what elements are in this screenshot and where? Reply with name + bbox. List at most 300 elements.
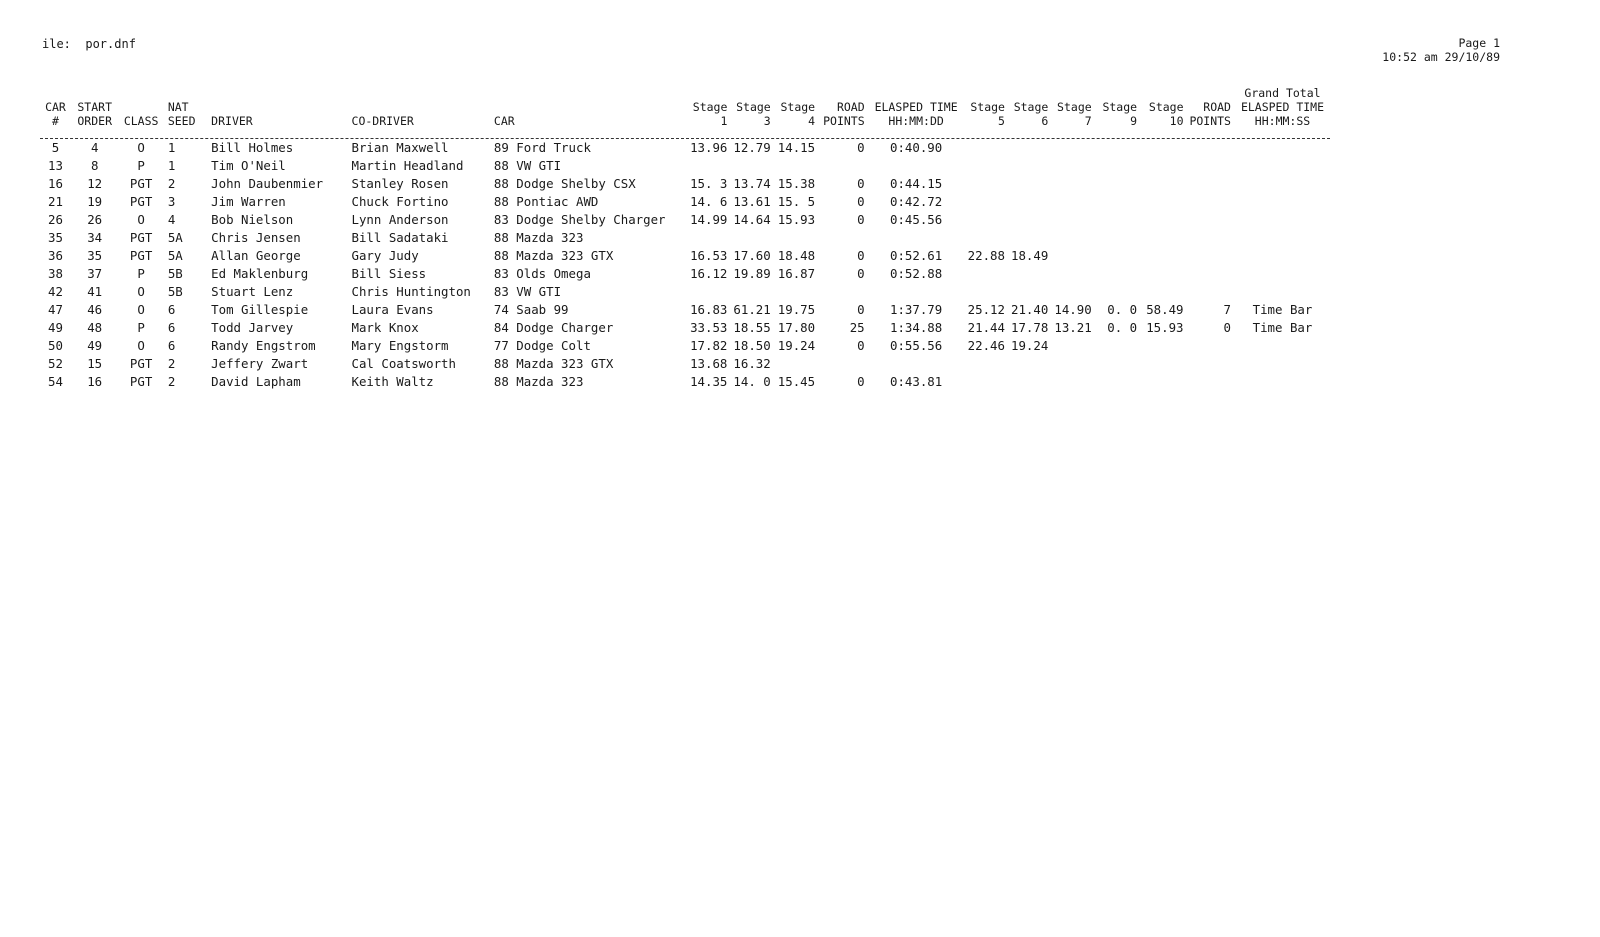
table-cell xyxy=(1009,175,1052,193)
table-cell xyxy=(819,157,869,175)
table-row xyxy=(40,337,1330,355)
table-row xyxy=(40,319,1330,337)
table-cell: 1 xyxy=(167,140,176,155)
table-cell: 19 xyxy=(87,194,103,209)
table-cell xyxy=(964,355,1009,373)
table-cell: Cal Coatsworth xyxy=(351,356,456,371)
table-cell: 16.53 xyxy=(690,248,728,263)
page-number: Page 1 xyxy=(1458,36,1500,50)
table-cell xyxy=(1052,157,1095,175)
column-header: CAR # xyxy=(45,100,66,128)
table-cell: Keith Waltz xyxy=(351,374,434,389)
table-cell: Jim Warren xyxy=(211,194,286,209)
table-cell: O xyxy=(137,338,145,353)
table-cell xyxy=(1052,175,1095,193)
table-cell: 12.79 xyxy=(733,140,771,155)
table-cell xyxy=(1096,373,1141,391)
table-cell xyxy=(1096,193,1141,211)
table-cell: 0 xyxy=(857,194,865,209)
table-cell xyxy=(964,265,1009,283)
table-cell xyxy=(869,283,964,301)
table-cell xyxy=(869,355,964,373)
header-row xyxy=(40,86,1330,131)
table-cell xyxy=(1141,355,1187,373)
table-cell: Jeffery Zwart xyxy=(211,356,309,371)
table-cell: 52 xyxy=(48,356,63,371)
table-cell: 2 xyxy=(167,356,176,371)
table-cell: Gary Judy xyxy=(351,248,419,263)
table-row xyxy=(40,301,1330,319)
table-cell: 54 xyxy=(48,374,63,389)
table-cell: 13.74 xyxy=(733,176,771,191)
table-cell: 0:44.15 xyxy=(890,176,943,191)
table-cell xyxy=(1235,283,1330,301)
table-cell xyxy=(1188,211,1235,229)
table-cell xyxy=(964,157,1009,175)
table-cell: 0 xyxy=(857,176,865,191)
table-cell xyxy=(775,283,819,301)
table-cell: 5A xyxy=(167,230,183,245)
table-cell: 14.64 xyxy=(733,212,771,227)
table-cell xyxy=(1188,283,1235,301)
table-cell xyxy=(1188,337,1235,355)
table-cell: 0:52.88 xyxy=(890,266,943,281)
table-cell: 49 xyxy=(48,320,63,335)
table-cell: 16 xyxy=(48,176,63,191)
column-header: Grand Total ELASPED TIME HH:MM:SS xyxy=(1240,86,1325,128)
table-cell xyxy=(775,157,819,175)
table-cell: 0:42.72 xyxy=(890,194,943,209)
table-cell: PGT xyxy=(129,356,153,371)
table-cell: 18.50 xyxy=(733,338,771,353)
table-cell: Laura Evans xyxy=(351,302,434,317)
table-cell xyxy=(1141,247,1187,265)
table-cell: 0:40.90 xyxy=(890,140,943,155)
table-cell: PGT xyxy=(129,248,153,263)
table-cell xyxy=(672,229,732,247)
table-cell: 38 xyxy=(48,266,63,281)
table-row xyxy=(40,139,1330,157)
table-cell: 50 xyxy=(48,338,63,353)
table-cell xyxy=(1096,157,1141,175)
table-cell: 0 xyxy=(857,248,865,263)
table-cell: 16 xyxy=(87,374,103,389)
table-cell: 15. 5 xyxy=(777,194,816,209)
table-cell: 46 xyxy=(87,302,103,317)
table-cell: O xyxy=(137,140,145,155)
table-cell xyxy=(1052,139,1095,157)
table-cell xyxy=(1235,193,1330,211)
column-header: DRIVER xyxy=(211,114,253,128)
table-cell: 14.35 xyxy=(690,374,728,389)
table-cell: 17.82 xyxy=(690,338,728,353)
table-cell: 36 xyxy=(48,248,63,263)
table-cell: 21.44 xyxy=(967,320,1005,335)
table-cell xyxy=(1096,139,1141,157)
table-row xyxy=(40,247,1330,265)
table-cell: 0 xyxy=(857,302,865,317)
table-cell: 13.96 xyxy=(690,140,728,155)
table-cell xyxy=(1009,373,1052,391)
table-cell xyxy=(775,355,819,373)
table-cell: 0:55.56 xyxy=(890,338,943,353)
table-cell: 0. 0 xyxy=(1107,302,1138,317)
table-cell: 4 xyxy=(90,140,99,155)
table-cell xyxy=(1009,211,1052,229)
table-cell: 16.12 xyxy=(690,266,728,281)
table-cell: 17.78 xyxy=(1011,320,1049,335)
table-cell: 0 xyxy=(857,374,865,389)
table-cell: 37 xyxy=(87,266,103,281)
table-cell: P xyxy=(137,158,145,173)
table-cell: Stuart Lenz xyxy=(211,284,294,299)
table-cell: 16.32 xyxy=(733,356,771,371)
table-row xyxy=(40,229,1330,247)
table-cell xyxy=(731,229,774,247)
table-cell: 88 Dodge Shelby CSX xyxy=(493,176,636,191)
table-cell xyxy=(1188,157,1235,175)
table-cell xyxy=(1235,247,1330,265)
table-cell: 17.80 xyxy=(777,320,816,335)
table-cell: 15.93 xyxy=(777,212,816,227)
table-cell xyxy=(1188,247,1235,265)
table-cell: 26 xyxy=(48,212,63,227)
table-cell: 14.99 xyxy=(690,212,728,227)
table-cell xyxy=(1141,157,1187,175)
table-cell: PGT xyxy=(129,194,153,209)
table-cell xyxy=(1188,355,1235,373)
header-divider xyxy=(40,131,1330,139)
table-cell: 77 Dodge Colt xyxy=(493,338,591,353)
table-cell xyxy=(1052,283,1095,301)
table-cell: Bob Nielson xyxy=(211,212,294,227)
table-cell: 88 Mazda 323 xyxy=(493,374,584,389)
table-cell: 13.61 xyxy=(733,194,771,209)
table-cell xyxy=(1096,247,1141,265)
column-header: Stage 3 xyxy=(736,100,771,128)
table-cell xyxy=(1052,247,1095,265)
table-cell xyxy=(672,157,732,175)
table-cell: 14. 0 xyxy=(733,374,771,389)
table-cell: 3 xyxy=(167,194,176,209)
table-cell xyxy=(1188,175,1235,193)
table-cell: Chris Jensen xyxy=(211,230,301,245)
table-cell: 16.87 xyxy=(777,266,816,281)
table-cell xyxy=(964,175,1009,193)
table-cell: 15. 3 xyxy=(690,176,728,191)
table-cell xyxy=(869,157,964,175)
table-cell: Bill Holmes xyxy=(211,140,294,155)
table-cell: Todd Jarvey xyxy=(211,320,294,335)
table-cell: 18.55 xyxy=(733,320,771,335)
table-cell: Lynn Anderson xyxy=(351,212,449,227)
table-row xyxy=(40,175,1330,193)
table-cell xyxy=(1235,157,1330,175)
table-cell xyxy=(964,139,1009,157)
table-cell: 18.49 xyxy=(1011,248,1049,263)
table-cell: 0:52.61 xyxy=(890,248,943,263)
table-cell: Brian Maxwell xyxy=(351,140,449,155)
table-cell xyxy=(1096,265,1141,283)
table-cell: 1:37.79 xyxy=(890,302,943,317)
table-cell: 26 xyxy=(87,212,103,227)
table-cell xyxy=(1009,355,1052,373)
table-cell xyxy=(672,283,732,301)
table-cell: 34 xyxy=(87,230,103,245)
table-cell: 18.48 xyxy=(777,248,816,263)
table-cell: 88 Mazda 323 GTX xyxy=(493,248,614,263)
table-cell xyxy=(1009,265,1052,283)
table-cell xyxy=(1188,139,1235,157)
table-cell: 15.45 xyxy=(777,374,816,389)
table-cell: Bill Siess xyxy=(351,266,427,281)
table-cell xyxy=(1235,229,1330,247)
table-cell: 1:34.88 xyxy=(890,320,943,335)
table-cell: 2 xyxy=(167,176,176,191)
table-cell xyxy=(964,283,1009,301)
table-cell: 21.40 xyxy=(1011,302,1049,317)
table-cell: Bill Sadataki xyxy=(351,230,449,245)
table-cell xyxy=(1052,373,1095,391)
table-cell: 5 xyxy=(51,140,60,155)
table-cell xyxy=(1096,283,1141,301)
table-cell: 88 VW GTI xyxy=(493,158,562,173)
table-cell: 0:45.56 xyxy=(890,212,943,227)
table-cell: 6 xyxy=(167,320,176,335)
table-cell: 83 VW GTI xyxy=(493,284,562,299)
file-label: ile: por.dnf xyxy=(42,37,136,51)
table-cell: 6 xyxy=(167,338,176,353)
table-cell xyxy=(1009,139,1052,157)
dashed-rule xyxy=(40,131,1330,139)
table-cell: Allan George xyxy=(211,248,301,263)
column-header: ELASPED TIME HH:MM:DD xyxy=(874,100,958,128)
table-cell: PGT xyxy=(129,374,153,389)
table-cell: 48 xyxy=(87,320,103,335)
table-cell xyxy=(1009,193,1052,211)
table-cell xyxy=(964,193,1009,211)
table-cell: 5B xyxy=(167,266,183,281)
table-cell: 19.24 xyxy=(777,338,816,353)
table-row xyxy=(40,193,1330,211)
table-cell: 5B xyxy=(167,284,183,299)
table-cell: 2 xyxy=(167,374,176,389)
table-cell xyxy=(819,229,869,247)
table-cell: John Daubenmier xyxy=(211,176,324,191)
table-cell xyxy=(1096,337,1141,355)
table-cell: PGT xyxy=(129,176,153,191)
table-cell: 22.88 xyxy=(967,248,1005,263)
table-cell: Randy Engstrom xyxy=(211,338,316,353)
table-cell xyxy=(869,229,964,247)
table-cell: 0 xyxy=(1223,320,1231,335)
table-cell xyxy=(1141,211,1187,229)
table-cell: 21 xyxy=(48,194,63,209)
column-header: Stage 1 xyxy=(692,100,728,128)
table-cell: Chris Huntington xyxy=(351,284,471,299)
table-cell: 83 Olds Omega xyxy=(493,266,591,281)
table-cell xyxy=(1141,337,1187,355)
table-cell: 14.90 xyxy=(1054,302,1092,317)
table-cell xyxy=(1009,157,1052,175)
table-cell xyxy=(1235,373,1330,391)
table-cell xyxy=(1235,175,1330,193)
table-cell xyxy=(1096,229,1141,247)
table-cell: 0 xyxy=(857,338,865,353)
table-cell xyxy=(1052,211,1095,229)
table-cell: O xyxy=(137,212,145,227)
table-cell: PGT xyxy=(129,230,153,245)
table-row xyxy=(40,211,1330,229)
table-cell: O xyxy=(137,284,145,299)
table-cell xyxy=(731,283,774,301)
table-cell: 13 xyxy=(48,158,63,173)
column-header: ROAD POINTS xyxy=(1189,100,1231,128)
table-cell: 47 xyxy=(48,302,63,317)
table-cell: Chuck Fortino xyxy=(351,194,449,209)
table-cell: 14.15 xyxy=(777,140,816,155)
table-cell: Time Bar xyxy=(1252,320,1313,335)
table-cell: 8 xyxy=(90,158,99,173)
table-cell: Martin Headland xyxy=(351,158,464,173)
table-cell: 15.38 xyxy=(777,176,816,191)
table-cell: 89 Ford Truck xyxy=(493,140,591,155)
table-cell xyxy=(1141,175,1187,193)
table-cell: P xyxy=(137,266,145,281)
table-cell: Time Bar xyxy=(1252,302,1313,317)
table-cell: 17.60 xyxy=(733,248,771,263)
table-cell: 41 xyxy=(87,284,103,299)
table-row xyxy=(40,283,1330,301)
table-cell: David Lapham xyxy=(211,374,301,389)
column-header: Stage 4 xyxy=(780,100,816,128)
column-header: Stage 6 xyxy=(1013,100,1049,128)
table-cell xyxy=(1235,265,1330,283)
table-cell xyxy=(1009,229,1052,247)
table-cell xyxy=(819,283,869,301)
table-cell: Tom Gillespie xyxy=(211,302,309,317)
table-cell: Mary Engstorm xyxy=(351,338,449,353)
column-header: Stage 10 xyxy=(1148,100,1184,128)
table-cell: Tim O'Neil xyxy=(211,158,286,173)
table-cell xyxy=(1052,229,1095,247)
column-header: CLASS xyxy=(123,114,159,128)
table-cell: 49 xyxy=(87,338,103,353)
table-cell xyxy=(1052,337,1095,355)
table-cell: 19.89 xyxy=(733,266,771,281)
table-cell: 0 xyxy=(857,266,865,281)
table-cell xyxy=(964,373,1009,391)
table-cell: 22.46 xyxy=(967,338,1005,353)
report-timestamp: 10:52 am 29/10/89 xyxy=(1382,50,1500,64)
table-cell: 16.83 xyxy=(690,302,728,317)
table-cell: 13.21 xyxy=(1054,320,1092,335)
table-cell xyxy=(1235,139,1330,157)
table-cell: 35 xyxy=(87,248,103,263)
table-cell xyxy=(1188,229,1235,247)
page-info xyxy=(1382,36,1500,64)
table-cell: 19.75 xyxy=(777,302,816,317)
table-cell: 35 xyxy=(48,230,63,245)
table-cell: 74 Saab 99 xyxy=(493,302,569,317)
column-header: CO-DRIVER xyxy=(351,114,414,128)
column-header: Stage 5 xyxy=(970,100,1005,128)
table-cell xyxy=(1052,355,1095,373)
table-cell xyxy=(1188,373,1235,391)
table-cell: 33.53 xyxy=(690,320,728,335)
table-cell xyxy=(1052,193,1095,211)
table-cell xyxy=(1235,337,1330,355)
table-cell xyxy=(964,211,1009,229)
table-cell: Ed Maklenburg xyxy=(211,266,309,281)
table-cell xyxy=(1052,265,1095,283)
table-cell xyxy=(1141,193,1187,211)
table-cell: 14. 6 xyxy=(690,194,728,209)
table-cell: 88 Mazda 323 xyxy=(493,230,584,245)
table-cell xyxy=(1096,355,1141,373)
table-cell xyxy=(775,229,819,247)
table-cell xyxy=(1188,265,1235,283)
table-cell xyxy=(819,355,869,373)
table-row xyxy=(40,265,1330,283)
table-row xyxy=(40,373,1330,391)
table-cell xyxy=(1188,193,1235,211)
column-header: START ORDER xyxy=(77,100,112,128)
table-cell: 13.68 xyxy=(690,356,728,371)
table-cell: 7 xyxy=(1223,302,1231,317)
table-cell: 15 xyxy=(87,356,103,371)
table-cell: O xyxy=(137,302,145,317)
table-cell: 4 xyxy=(167,212,176,227)
table-cell: 58.49 xyxy=(1146,302,1184,317)
table-cell: 0 xyxy=(857,212,865,227)
table-cell: 84 Dodge Charger xyxy=(493,320,614,335)
table-cell xyxy=(1141,283,1187,301)
table-cell xyxy=(1141,229,1187,247)
results-table xyxy=(40,86,1330,391)
table-cell: 25.12 xyxy=(967,302,1005,317)
table-cell: Stanley Rosen xyxy=(351,176,449,191)
table-cell: 5A xyxy=(167,248,183,263)
table-cell xyxy=(1235,211,1330,229)
table-cell: Mark Knox xyxy=(351,320,419,335)
table-cell xyxy=(1141,139,1187,157)
table-cell: 1 xyxy=(167,158,176,173)
table-cell xyxy=(731,157,774,175)
table-cell: 88 Pontiac AWD xyxy=(493,194,599,209)
table-cell: 42 xyxy=(48,284,63,299)
table-cell: 0 xyxy=(857,140,865,155)
table-cell: 0:43.81 xyxy=(890,374,943,389)
table-cell xyxy=(964,229,1009,247)
table-cell xyxy=(1096,175,1141,193)
column-header: Stage 7 xyxy=(1057,100,1092,128)
table-cell: 61.21 xyxy=(733,302,771,317)
results-rows xyxy=(40,131,1330,391)
table-cell: 0. 0 xyxy=(1107,320,1138,335)
table-cell: 88 Mazda 323 GTX xyxy=(493,356,614,371)
column-header: NAT SEED xyxy=(167,100,196,128)
table-cell xyxy=(1141,265,1187,283)
table-cell: 19.24 xyxy=(1011,338,1049,353)
table-cell xyxy=(1141,373,1187,391)
table-cell xyxy=(1096,211,1141,229)
table-cell: P xyxy=(137,320,145,335)
table-cell: 83 Dodge Shelby Charger xyxy=(493,212,666,227)
table-row xyxy=(40,355,1330,373)
column-header: ROAD POINTS xyxy=(823,100,865,128)
table-cell: 6 xyxy=(167,302,176,317)
